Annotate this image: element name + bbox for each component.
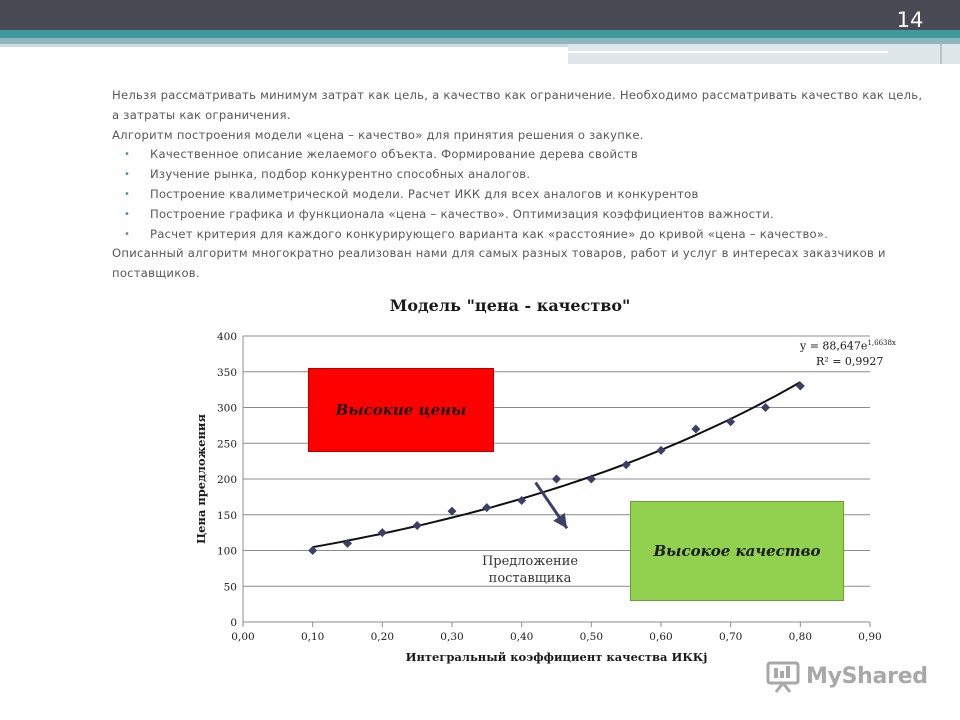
- trendline-equation: [800, 336, 896, 369]
- high-prices-box: Высокие цены: [308, 368, 494, 452]
- data-point: [378, 528, 387, 537]
- y-tick-label: 250: [216, 438, 237, 451]
- y-axis-title: Цена предложения: [194, 414, 208, 544]
- equation-exponent: 1,6638x: [867, 339, 896, 347]
- bullet-icon: •: [124, 169, 131, 181]
- presentation-icon: [766, 659, 800, 693]
- y-tick-label: 50: [223, 581, 237, 594]
- x-tick-label: 0,30: [440, 631, 464, 643]
- data-point: [552, 475, 561, 484]
- x-tick-label: 0,80: [788, 631, 813, 643]
- x-tick-label: 0,60: [649, 631, 673, 643]
- page-number: 14: [896, 8, 924, 32]
- x-tick-label: 0,50: [579, 631, 604, 643]
- r-squared-label: R² = 0,9927: [816, 354, 884, 368]
- bullet-icon: •: [124, 188, 131, 200]
- supplier-offer-line2: поставщика: [488, 571, 572, 586]
- x-tick-label: 0,20: [370, 631, 395, 643]
- y-tick-label: 400: [216, 331, 237, 343]
- data-point: [413, 521, 422, 530]
- list-item-text: Расчет критерия для каждого конкурирующего варианта как «расстояние» до кривой «цена – качество».: [150, 226, 829, 241]
- x-axis-title: Интегральный коэффициент качества ИККj: [405, 650, 708, 664]
- list-item-text: Построение квалиметрической модели. Расчет ИКК для всех аналогов и конкурентов: [150, 186, 699, 201]
- data-point: [691, 424, 700, 433]
- supplier-offer-line1: Предложение: [481, 554, 579, 569]
- data-point: [657, 446, 666, 455]
- paragraph-1: Нельзя рассматривать минимум затрат как цель, а качество как ограничение. Необходимо рассматривать качество как цель, а затраты как ограничения.: [112, 88, 923, 122]
- list-item-text: Изучение рынка, подбор конкурентно способных аналогов.: [150, 167, 531, 182]
- y-tick-label: 200: [216, 474, 237, 486]
- data-point: [761, 403, 770, 412]
- paragraph-2: Алгоритм построения модели «цена – качество» для принятия решения о закупке.: [112, 127, 644, 142]
- bullet-icon: •: [124, 208, 131, 220]
- list-item-text: Качественное описание желаемого объекта. Формирование дерева свойств: [150, 147, 638, 162]
- data-point: [726, 417, 735, 426]
- y-tick-label: 350: [216, 366, 237, 379]
- y-tick-label: 150: [216, 509, 237, 522]
- x-tick-label: 0,90: [858, 631, 882, 643]
- supplier-offer-label: [470, 553, 590, 587]
- bullet-icon: •: [124, 149, 131, 161]
- paragraph-3: Описанный алгоритм многократно реализован нами для самых разных товаров, работ и услуг в интересах заказчиков и поставщиков.: [112, 246, 886, 281]
- equation-text: y = 88,647e: [800, 339, 868, 353]
- y-tick-label: 0: [230, 617, 237, 629]
- list-item-text: Построение графика и функционала «цена – качество». Оптимизация коэффициентов важности.: [150, 206, 774, 221]
- y-tick-label: 300: [216, 402, 237, 415]
- x-tick-label: 0,70: [718, 631, 743, 643]
- chart-title: Модель "цена - качество": [389, 296, 631, 315]
- myshared-logo: [766, 656, 946, 696]
- bullet-icon: •: [124, 228, 131, 240]
- high-quality-box: Высокое качество: [630, 501, 844, 601]
- y-tick-label: 100: [216, 545, 237, 558]
- logo-text: MyShared: [806, 663, 928, 689]
- x-tick-label: 0,40: [509, 631, 534, 643]
- x-tick-label: 0,10: [300, 631, 325, 643]
- x-tick-label: 0,00: [231, 631, 255, 643]
- data-point: [482, 503, 491, 512]
